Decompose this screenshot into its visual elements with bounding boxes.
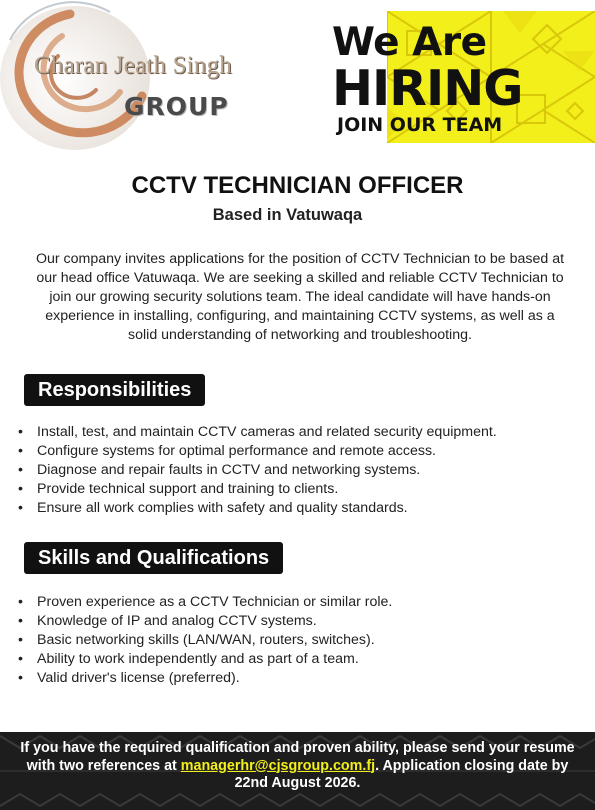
skills-list bbox=[14, 593, 392, 688]
company-name: Charan Jeath Singh bbox=[34, 52, 233, 79]
list-item: • Basic networking skills (LAN/WAN, routers, switches). bbox=[14, 631, 392, 650]
footer-text-before: If you have the required qualification and proven ability, please send your resume with two references at bbox=[20, 740, 575, 774]
list-item: • Proven experience as a CCTV Technician or similar role. bbox=[14, 593, 392, 612]
email-link[interactable]: managerhr@cjsgroup.com.fj bbox=[180, 757, 376, 774]
footer-application-text bbox=[10, 740, 585, 793]
logo-swirl-icon bbox=[0, 0, 330, 160]
list-item: • Ability to work independently and as part of a team. bbox=[14, 650, 392, 669]
company-logo bbox=[0, 0, 330, 160]
hiring-subheading: JOIN OUR TEAM bbox=[337, 114, 503, 136]
skills-heading: Skills and Qualifications bbox=[24, 542, 283, 574]
hiring-heading-hiring: HIRING bbox=[332, 60, 523, 117]
company-group-label: GROUP bbox=[124, 92, 229, 121]
footer-text-after: . Application closing date by 22nd August 2026. bbox=[234, 757, 569, 791]
job-intro-paragraph: Our company invites applications for the position of CCTV Technician to be based at our head office Vatuwaqa. We are seeking a skilled and reliable CCTV Technician to join our growing security solutions team. The ideal candidate will have hands-on experience in installing, configuring, and maintaining CCTV systems, as well as a solid understanding of networking and troubleshooting. bbox=[35, 251, 565, 343]
list-item: • Provide technical support and training to clients. bbox=[14, 480, 497, 499]
list-item: • Knowledge of IP and analog CCTV systems. bbox=[14, 612, 392, 631]
list-item: • Diagnose and repair faults in CCTV and networking systems. bbox=[14, 461, 497, 480]
job-title: CCTV TECHNICIAN OFFICER bbox=[131, 172, 464, 199]
list-item: • Valid driver's license (preferred). bbox=[14, 669, 392, 688]
responsibilities-list bbox=[14, 423, 497, 518]
job-location: Based in Vatuwaqa bbox=[212, 206, 363, 224]
list-item: • Ensure all work complies with safety and quality standards. bbox=[14, 499, 497, 518]
hiring-heading-we-are: We Are bbox=[332, 20, 487, 65]
responsibilities-heading: Responsibilities bbox=[24, 374, 205, 406]
list-item: • Install, test, and maintain CCTV cameras and related security equipment. bbox=[14, 423, 497, 442]
list-item: • Configure systems for optimal performance and remote access. bbox=[14, 442, 497, 461]
